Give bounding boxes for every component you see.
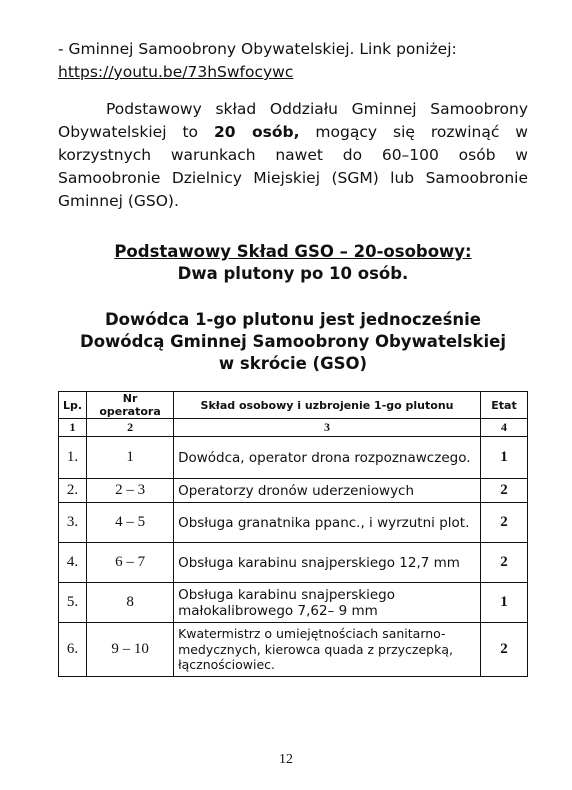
cell-nr: 2 – 3	[87, 479, 174, 503]
column-number: 4	[481, 419, 528, 437]
header-etat: Etat	[481, 392, 528, 419]
cell-lp: 3.	[59, 503, 87, 543]
section-heading-line2: Dwa plutony po 10 osób.	[177, 264, 409, 283]
cell-etat: 2	[481, 479, 528, 503]
cell-sklad: Dowódca, operator drona rozpoznawczego.	[174, 437, 481, 479]
paragraph-text-end: mogący się rozwinąć w korzystnych warunkach nawet do 60–100 osób w Samoobronie Dzielnicy Miejskiej (SGM) lub Samoobronie Gminnej (GSO).	[58, 123, 528, 210]
table-row	[59, 583, 528, 623]
section-heading	[58, 241, 528, 285]
subsection-heading-line2: Dowódcą Gminnej Samoobrony Obywatelskiej	[80, 332, 506, 351]
youtube-link[interactable]: https://youtu.be/73hSwfocywc	[58, 63, 294, 81]
cell-nr: 9 – 10	[87, 623, 174, 677]
cell-etat: 1	[481, 583, 528, 623]
cell-etat: 2	[481, 543, 528, 583]
header-lp: Lp.	[59, 392, 87, 419]
cell-etat: 2	[481, 623, 528, 677]
cell-etat: 2	[481, 503, 528, 543]
cell-lp: 2.	[59, 479, 87, 503]
cell-sklad: Obsługa karabinu snajperskiego małokalibrowego 7,62– 9 mm	[174, 583, 481, 623]
table-row	[59, 623, 528, 677]
intro-line: - Gminnej Samoobrony Obywatelskiej. Link poniżej:	[58, 40, 457, 58]
cell-etat: 1	[481, 437, 528, 479]
cell-sklad: Kwatermistrz o umiejętnościach sanitarno-medycznych, kierowca quada z przyczepką, łącznościowiec.	[174, 623, 481, 677]
body-paragraph	[58, 98, 528, 213]
cell-lp: 1.	[59, 437, 87, 479]
table-row	[59, 503, 528, 543]
cell-sklad: Obsługa karabinu snajperskiego 12,7 mm	[174, 543, 481, 583]
header-nr-operatora: Nr operatora	[87, 392, 174, 419]
subsection-heading	[58, 309, 528, 375]
cell-sklad: Operatorzy dronów uderzeniowych	[174, 479, 481, 503]
table-row	[59, 479, 528, 503]
column-number: 2	[87, 419, 174, 437]
document-page	[58, 38, 528, 677]
platoon-table	[58, 391, 528, 677]
intro-paragraph	[58, 38, 528, 84]
cell-nr: 1	[87, 437, 174, 479]
table-row	[59, 437, 528, 479]
cell-sklad: Obsługa granatnika ppanc., i wyrzutni plot.	[174, 503, 481, 543]
subsection-heading-line1: Dowódca 1-go plutonu jest jednocześnie	[104, 310, 481, 329]
section-heading-line1: Podstawowy Skład GSO – 20-osobowy:	[114, 242, 472, 261]
table-header-row	[59, 392, 528, 419]
cell-nr: 8	[87, 583, 174, 623]
column-number: 1	[59, 419, 87, 437]
cell-nr: 4 – 5	[87, 503, 174, 543]
header-sklad: Skład osobowy i uzbrojenie 1-go plutonu	[174, 392, 481, 419]
paragraph-bold-count: 20 osób,	[213, 123, 300, 141]
cell-lp: 6.	[59, 623, 87, 677]
column-number: 3	[174, 419, 481, 437]
page-number: 12	[279, 752, 293, 767]
table-column-numbers-row	[59, 419, 528, 437]
subsection-heading-line3: w skrócie (GSO)	[218, 354, 368, 373]
cell-lp: 4.	[59, 543, 87, 583]
cell-lp: 5.	[59, 583, 87, 623]
cell-nr: 6 – 7	[87, 543, 174, 583]
paragraph-text-start: Podstawowy skład Oddziału Gminnej Samoobrony Obywatelskiej to	[58, 100, 528, 141]
table-row	[59, 543, 528, 583]
